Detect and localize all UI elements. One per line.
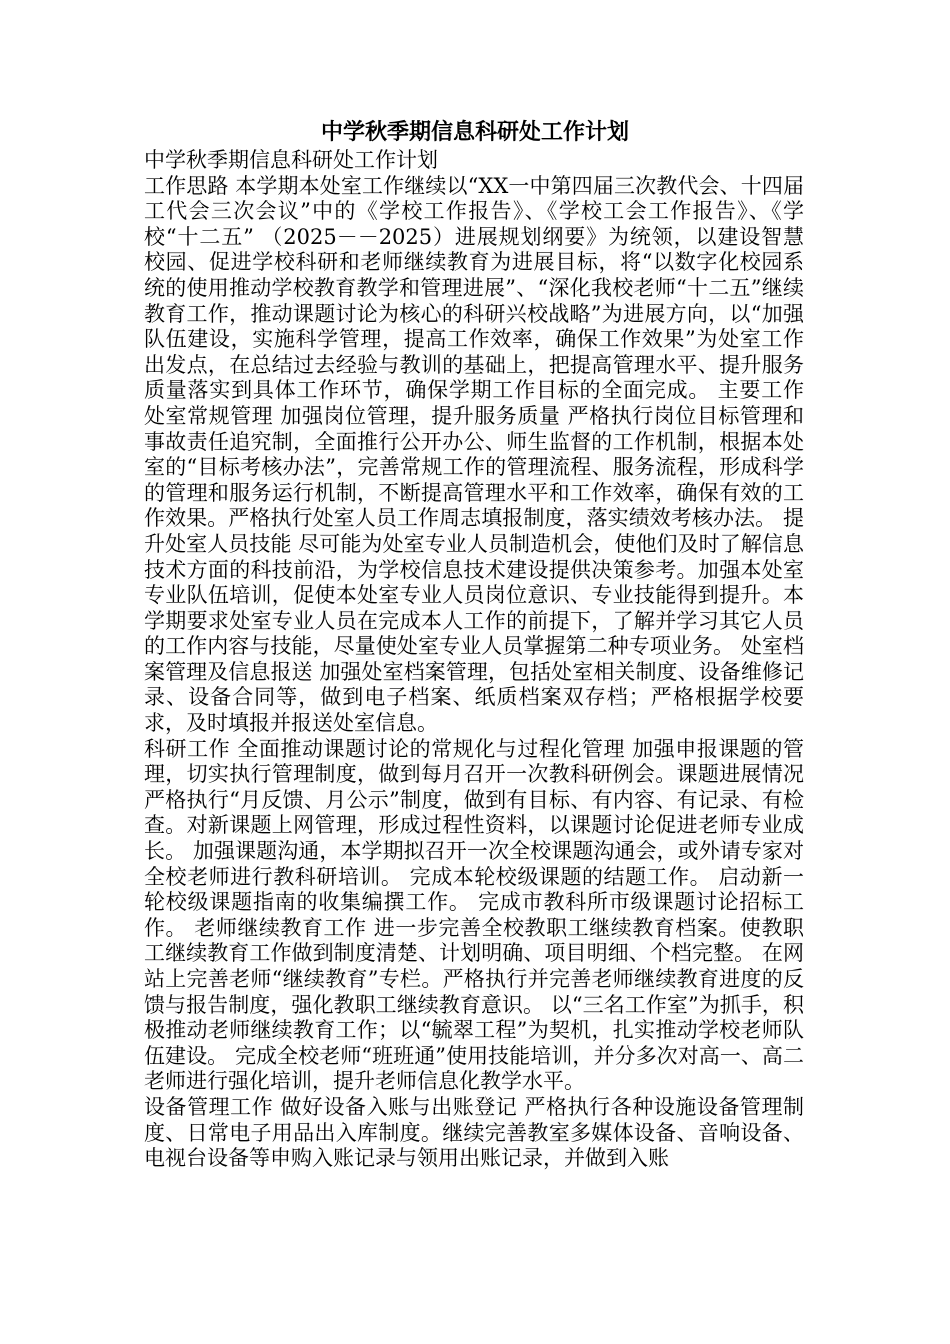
research-work-paragraph: 科研工作 全面推动课题讨论的常规化与过程化管理 加强申报课题的管理，切实执行管理制度，做到每月召开一次教科研例会。课题进展情况严格执行“月反馈、月公示”制度，做到有目标、有内容、有记录、有检查。对新课题上网管理，形成过程性资料，以课题讨论促进老师专业成长。 加强课题沟通，本学期拟召开一次全校课题沟通会，或外请专家对全校老师进行教科研培训。 完成本轮校级课题的结题工作。 启动新一轮校级课题指南的收集编撰工作。 完成市教科所市级课题讨论招标工作。 老师继续教育工作 进一步完善全校教职工继续教育档案。使教职工继续教育工作做到制度清楚、计划明确、项目明细、个档完整。 在网站上完善老师“继续教育”专栏。严格执行并完善老师继续教育进度的反馈与报告制度，强化教职工继续教育意识。 以“三名工作室”为抓手，积极推动老师继续教育工作；以“毓翠工程”为契机，扎实推动学校老师队伍建设。 完成全校老师“班班通”使用技能培训，并分多次对高一、高二老师进行强化培训，提升老师信息化教学水平。: [144, 736, 804, 1094]
equipment-management-paragraph: 设备管理工作 做好设备入账与出账登记 严格执行各种设施设备管理制度、日常电子用品出入库制度。继续完善教室多媒体设备、音响设备、电视台设备等申购入账记录与领用出账记录，并做到入账: [144, 1094, 804, 1171]
document-body: [144, 148, 804, 1172]
document-title: 中学秋季期信息科研处工作计划: [320, 120, 629, 145]
work-approach-paragraph: 工作思路 本学期本处室工作继续以“XX一中第四届三次教代会、十四届工代会三次会议”中的《学校工作报告》、《学校工会工作报告》、《学校“十二五” （2025－－2025）进展规划纲要》为统领，以建设智慧校园、促进学校科研和老师继续教育为进展目标，将“以数字化校园系统的使用推动学校教育教学和管理进展”、“深化我校老师“十二五”继续教育工作，推动课题讨论为核心的科研兴校战略”为进展方向，以“加强队伍建设，实施科学管理，提高工作效率，确保工作效果”为处室工作出发点，在总结过去经验与教训的基础上，把提高管理水平、提升服务质量落实到具体工作环节，确保学期工作目标的全面完成。 主要工作 处室常规管理 加强岗位管理，提升服务质量 严格执行岗位目标管理和事故责任追究制，全面推行公开办公、师生监督的工作机制，根据本处室的“目标考核办法”，完善常规工作的管理流程、服务流程，形成科学的管理和服务运行机制，不断提高管理水平和工作效率，确保有效的工作效果。严格执行处室人员工作周志填报制度，落实绩效考核办法。 提升处室人员技能 尽可能为处室专业人员制造机会，使他们及时了解信息技术方面的科技前沿，为学校信息技术建设提供决策参考。加强本处室专业队伍培训，促使本处室专业人员岗位意识、专业技能得到提升。本学期要求处室专业人员在完成本人工作的前提下，了解并学习其它人员的工作内容与技能，尽量使处室专业人员掌握第二种专项业务。 处室档案管理及信息报送 加强处室档案管理，包括处室相关制度、设备维修记录、设备合同等，做到电子档案、纸质档案双存档；严格根据学校要求，及时填报并报送处室信息。: [144, 173, 804, 736]
subtitle-paragraph: 中学秋季期信息科研处工作计划: [144, 148, 438, 172]
